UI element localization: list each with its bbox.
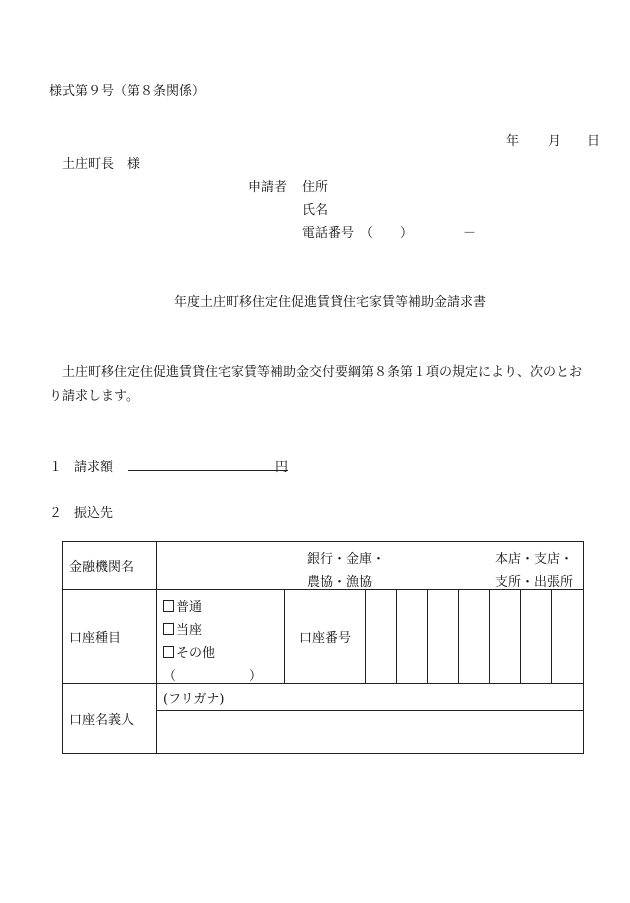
account-type-futsu[interactable]: 普通 — [163, 596, 202, 615]
account-number-digit[interactable] — [459, 590, 490, 684]
account-number-digit[interactable] — [428, 590, 459, 684]
account-number-digit[interactable] — [366, 590, 397, 684]
inst-type-line-1: 銀行・金庫・ — [307, 552, 386, 567]
body-text-line-2: り請求します。 — [49, 389, 139, 404]
other-close-paren: ） — [249, 669, 263, 684]
account-type-options — [157, 590, 285, 684]
addressee: 土庄町長 様 — [62, 157, 141, 172]
amount-blank-line — [128, 470, 288, 471]
inst-type-line-2: 農協・漁協 — [307, 575, 373, 590]
name-label: 氏名 — [302, 203, 329, 218]
account-number-label: 口座番号 — [285, 590, 366, 684]
applicant-label: 申請者 — [248, 180, 288, 195]
checkbox-icon[interactable] — [163, 646, 174, 658]
other-open-paren: （ — [163, 669, 177, 684]
furigana-cell[interactable]: (フリガナ) — [157, 684, 584, 711]
checkbox-icon[interactable] — [163, 600, 174, 612]
checkbox-icon[interactable] — [163, 623, 174, 635]
account-type-toza[interactable]: 当座 — [163, 619, 202, 638]
phone-label: 電話番号 — [302, 226, 355, 241]
section-2-label: 振込先 — [74, 506, 114, 521]
section-1-number: １ — [49, 460, 63, 475]
transfer-table — [62, 541, 584, 754]
address-label: 住所 — [302, 180, 329, 195]
section-2-number: ２ — [49, 506, 63, 521]
phone-close-paren: ） — [400, 226, 414, 241]
account-number-digit[interactable] — [397, 590, 428, 684]
account-number-digit[interactable] — [521, 590, 552, 684]
account-number-digit[interactable] — [552, 590, 584, 684]
account-number-digit[interactable] — [490, 590, 521, 684]
branch-type-line-2: 支所・出張所 — [495, 575, 574, 590]
account-holder-label: 口座名義人 — [63, 684, 157, 754]
form-number: 様式第９号（第８条関係） — [49, 84, 206, 99]
section-1-label: 請求額 — [74, 460, 114, 475]
account-type-other[interactable]: その他 — [163, 642, 215, 661]
account-type-label: 口座種目 — [63, 590, 157, 684]
body-text-line-1: 土庄町移住定住促進賃貸住宅家賃等補助金交付要綱第８条第１項の規定により、次のとお — [62, 365, 583, 380]
date-year: 年 — [506, 134, 520, 149]
institution-label: 金融機関名 — [63, 542, 157, 590]
document-title: 年度土庄町移住定住促進賃貸住宅家賃等補助金請求書 — [174, 295, 487, 310]
date-day: 日 — [587, 134, 601, 149]
amount-unit: 円 — [275, 460, 289, 475]
phone-dash: － — [463, 226, 477, 241]
branch-type-line-1: 本店・支店・ — [495, 552, 574, 567]
date-month: 月 — [548, 134, 562, 149]
institution-name-cell[interactable] — [157, 542, 584, 590]
account-holder-name-cell[interactable] — [157, 711, 584, 754]
phone-open-paren: （ — [360, 226, 374, 241]
